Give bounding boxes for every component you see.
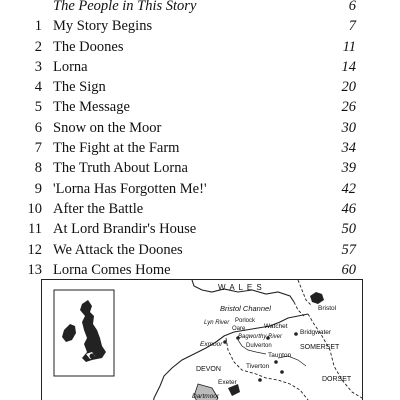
page-number: 6 [348,0,356,14]
toc-entry [0,37,400,57]
somerset-dorset-border [308,314,362,398]
chapter-title: The Message [53,99,130,116]
region-map [41,279,363,400]
page-number: 30 [341,119,356,136]
exmoor-label: Exmoor [200,341,223,348]
chapter-number: 12 [27,241,42,258]
chapter-title: The Sign [53,79,106,96]
page-number: 14 [341,58,356,75]
chapter-number: 9 [34,180,42,197]
page-number: 34 [341,140,356,157]
wales-label: W A L E S [218,283,263,292]
chapter-number: 1 [34,18,42,35]
page-number: 46 [341,200,356,217]
inset-map [54,290,114,376]
toc-entry [0,97,400,117]
bristol-channel-label: Bristol Channel [220,304,271,313]
toc-entry [0,118,400,138]
page-number: 11 [342,38,356,55]
toc-entry [0,219,400,239]
page-number: 39 [341,160,356,177]
page-number: 50 [341,221,356,238]
chapter-number: 4 [34,79,42,96]
dorset-label: DORSET [322,376,352,383]
tiverton-label: Tiverton [246,363,270,370]
toc-entry [0,77,400,97]
toc-entry [0,179,400,199]
watchet-label: Watchet [264,323,288,330]
chapter-number: 8 [34,160,42,177]
oare-label: Oare [232,326,246,332]
toc-entry [0,57,400,77]
chapter-title: We Attack the Doones [53,241,183,258]
toc-entry [0,138,400,158]
page-number: 20 [341,79,356,96]
page-number: 42 [341,180,356,197]
chapter-title: The Truth About Lorna [53,160,188,177]
bristol-marker [310,292,324,304]
bristol-label: Bristol [318,305,337,312]
chapter-title: Lorna Comes Home [53,261,171,278]
porlock-label: Porlock [235,318,256,324]
page-number: 57 [341,241,356,258]
chapter-title: The People in This Story [53,0,197,14]
toc-entry [0,16,400,36]
taunton-label: Taunton [268,352,292,359]
chapter-number: 7 [34,140,42,157]
bridgwater-label: Bridgwater [300,329,332,336]
chapter-number: 11 [28,221,42,238]
town-dot [258,378,262,382]
chapter-number: 3 [34,58,42,75]
dulverton-label: Dulverton [246,343,272,349]
dartmoor-label: Dartmoor [192,393,220,400]
town-dot [274,360,278,364]
chapter-title: 'Lorna Has Forgotten Me!' [53,180,207,197]
chapter-number: 10 [27,200,42,217]
toc-entry [0,0,400,16]
chapter-number: 5 [34,99,42,116]
chapter-number: 6 [34,119,42,136]
chapter-title: My Story Begins [53,18,153,35]
somerset-label: SOMERSET [300,344,340,351]
chapter-number: 13 [27,261,42,278]
devon-label: DEVON [196,366,221,373]
map-drawing [42,280,362,400]
chapter-number: 2 [34,38,42,55]
bagworthy-river-label: Bagworthy River [238,334,283,340]
chapter-title: At Lord Brandir's House [53,221,197,238]
page-number: 7 [348,18,356,35]
town-dot [294,332,298,336]
chapter-title: The Fight at the Farm [53,140,180,157]
chapter-title: Lorna [53,58,88,75]
toc-entry [0,240,400,260]
chapter-title: The Doones [53,38,124,55]
exeter-label: Exeter [218,379,237,386]
toc-entry [0,199,400,219]
lyn-river-label: Lyn River [204,320,230,326]
town-dot [280,370,284,374]
chapter-title: Snow on the Moor [53,119,162,136]
toc-entry [0,260,400,280]
toc-entry [0,158,400,178]
page-number: 60 [341,261,356,278]
town-dot [223,340,227,344]
page-number: 26 [341,99,356,116]
chapter-title: After the Battle [53,200,144,217]
